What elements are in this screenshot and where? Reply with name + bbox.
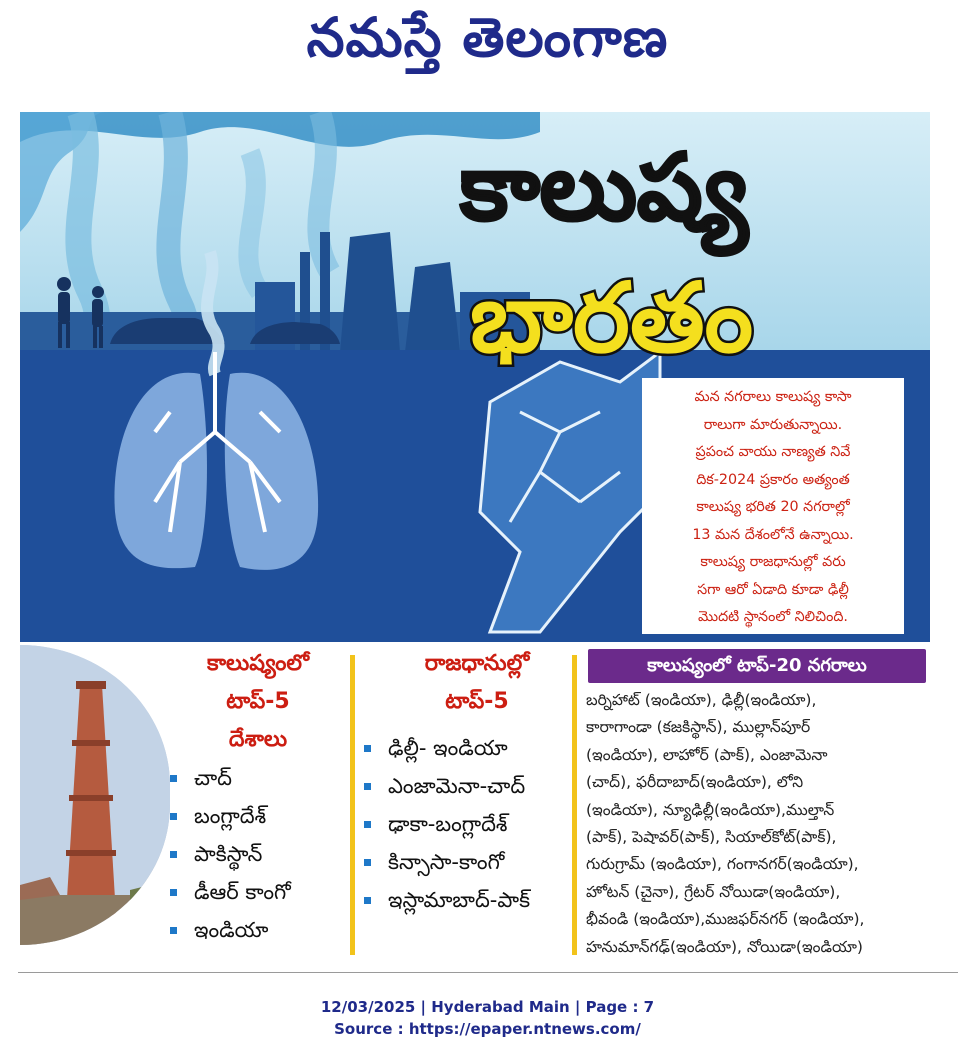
list-item: ఢిల్లీ- ఇండియా: [362, 729, 592, 767]
intro-line: కాలుష్య రాజధానుల్లో వరు: [700, 554, 846, 570]
intro-line: 13 మన దేశంలోనే ఉన్నాయి.: [692, 526, 854, 543]
intro-line: మొదటి స్థానంలో నిలిచింది.: [698, 609, 848, 625]
capitals-title-line: రాజధానుల్లో: [424, 651, 530, 676]
intro-paragraph: [642, 378, 904, 634]
cities-line: బర్నిహాట్ (ఇండియా), ఢిల్లీ(ఇండియా),: [586, 691, 817, 709]
list-item: ఎంజామెనా-చాద్: [362, 767, 592, 805]
list-item: చాద్: [168, 759, 348, 797]
lists-section: [20, 645, 930, 970]
capitals-title-line: టాప్-5: [445, 689, 509, 714]
cities-line: (చాద్), ఫరీదాబాద్(ఇండియా), లోని: [586, 773, 804, 792]
cities-line: (పాక్), పెషావర్(పాక్), సియాల్‌కోట్(పాక్),: [586, 828, 837, 847]
masthead-logo: నమస్తే తెలంగాణ: [306, 6, 669, 69]
cities-line: కారాగాండా (కజకిస్థాన్), ముల్లాన్‌పూర్: [586, 718, 811, 737]
list-item: పాకిస్థాన్: [168, 835, 348, 873]
cities-line: భీవండి (ఇండియా),ముజఫర్‌నగర్ (ఇండియా),: [586, 910, 865, 929]
cities-line: హోటన్ (చైనా), గ్రేటర్ నోయిడా(ఇండియా),: [586, 882, 841, 901]
list-item: కిన్సాసా-కాంగో: [362, 843, 592, 881]
intro-line: కాలుష్య భరిత 20 నగరాల్లో: [696, 499, 850, 515]
top5-countries: [168, 645, 348, 949]
countries-title-line: టాప్-5: [226, 689, 290, 714]
list-item: ఢాకా-బంగ్లాదేశ్: [362, 805, 592, 843]
intro-line: దిక-2024 ప్రకారం అత్యంత: [696, 471, 850, 488]
list-item: ఇస్లామాబాద్-పాక్: [362, 881, 592, 919]
qutub-minar-photo: [20, 645, 170, 945]
intro-line: మన నగరాలు కాలుష్య కాసా: [694, 389, 852, 405]
headline-line-1: కాలుష్య: [460, 134, 748, 241]
list-item: డీఆర్ కాంగో: [168, 873, 348, 911]
cities-list: [586, 687, 928, 961]
cities-line: (ఇండియా), న్యూఢిల్లీ(ఇండియా),ముల్తాన్: [586, 800, 835, 819]
cities-title: కాలుష్యంలో టాప్-20 నగరాలు: [588, 649, 926, 683]
cities-line: (ఇండియా), లాహోర్ (పాక్), ఎంజామెనా: [586, 745, 828, 764]
column-divider: [572, 655, 577, 955]
countries-title-line: కాలుష్యంలో: [206, 651, 310, 676]
headline-line-2: భారతం: [470, 262, 754, 374]
footer-date-edition: 12/03/2025 | Hyderabad Main | Page : 7: [320, 998, 655, 1016]
list-item: బంగ్లాదేశ్: [168, 797, 348, 835]
capitals-list: [362, 729, 592, 919]
countries-title-line: దేశాలు: [228, 727, 288, 752]
intro-line: రాలుగా మారుతున్నాయి.: [703, 416, 843, 433]
intro-line: ప్రపంచ వాయు నాణ్యత నివే: [695, 444, 851, 460]
intro-line: సగా ఆరో ఏడాది కూడా ఢిల్లీ: [697, 581, 849, 598]
top5-capitals: [362, 645, 592, 919]
cities-line: గురుగ్రామ్ (ఇండియా), గంగానగర్(ఇండియా),: [586, 855, 859, 874]
footer-source: Source : https://epaper.ntnews.com/: [334, 1020, 641, 1038]
qutub-minar-image: [20, 645, 170, 945]
list-item: ఇండియా: [168, 911, 348, 949]
countries-list: [168, 759, 348, 949]
cities-line: హనుమాన్‌గఢ్(ఇండియా), నోయిడా(ఇండియా): [586, 937, 863, 956]
column-divider: [350, 655, 355, 955]
